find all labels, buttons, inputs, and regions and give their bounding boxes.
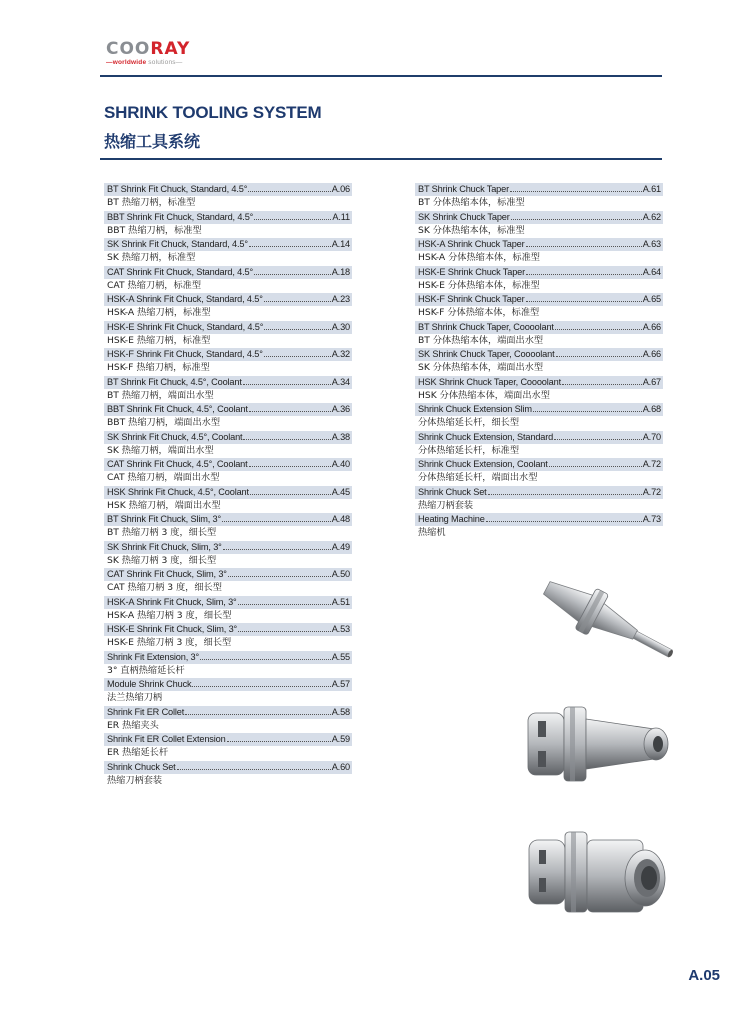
toc-entry-chinese: 热缩机 [418, 527, 446, 538]
toc-entry-title: HSK-F Shrink Fit Chuck, Standard, 4.5° [107, 349, 263, 359]
toc-entry-title: Heating Machine [418, 514, 485, 524]
toc-entry-english-row [104, 458, 352, 471]
toc-entry [104, 623, 352, 651]
toc-entry-page: A.57 [331, 679, 350, 689]
toc-entry-chinese: 热缩刀柄套装 [107, 774, 163, 786]
toc-entry-chinese: BBT 热缩刀柄，端面出水型 [107, 417, 221, 428]
toc-entry-english-row [104, 623, 352, 636]
toc-entry [415, 183, 663, 211]
toc-dot-leader [488, 494, 642, 495]
toc-entry-chinese: BBT 热缩刀柄，标准型 [107, 224, 202, 236]
toc-entry-chinese: HSK-A 热缩刀柄 3 度，细长型 [107, 609, 232, 621]
toc-entry-chinese: BT 分体热缩本体，端面出水型 [418, 334, 544, 346]
toc-entry [415, 321, 663, 349]
toc-entry [104, 513, 352, 541]
logo-tagline: —worldwide solutions— [106, 59, 183, 66]
toc-entry-english-row [104, 486, 352, 499]
toc-entry-chinese: 分体热缩延长杆，细长型 [418, 417, 520, 428]
toc-dot-leader [556, 356, 642, 357]
toc-dot-leader [486, 521, 642, 522]
toc-dot-leader [243, 439, 330, 440]
toc-entry-page: A.32 [331, 349, 350, 359]
toc-entry [104, 596, 352, 624]
toc-dot-leader [238, 604, 331, 605]
toc-entry-chinese: 分体热缩延长杆，标准型 [418, 444, 520, 456]
bt-shrink-chuck-image [528, 576, 688, 686]
toc-entry-english-row [415, 238, 663, 251]
toc-entry [104, 238, 352, 266]
toc-entry-title: HSK-A Shrink Chuck Taper [418, 239, 525, 249]
brand-logo [106, 40, 216, 70]
toc-entry-chinese: CAT 热缩刀柄，标准型 [107, 279, 202, 291]
toc-entry-english-row [104, 183, 352, 196]
toc-entry-english-row [104, 568, 352, 581]
toc-entry-english-row [415, 458, 663, 471]
toc-entry-chinese: HSK-E 热缩刀柄 3 度，细长型 [107, 637, 232, 648]
toc-entry-chinese: 热缩刀柄套装 [418, 499, 474, 511]
toc-entry-page: A.34 [331, 376, 350, 387]
toc-entry-page: A.72 [642, 486, 661, 497]
toc-entry-chinese: HSK 热缩刀柄，端面出水型 [107, 499, 221, 511]
toc-entry-english-row [415, 293, 663, 306]
toc-entry-english-row [415, 211, 663, 224]
toc-entry-page: A.55 [331, 651, 350, 662]
toc-entry-title: Shrink Chuck Set [107, 761, 176, 772]
toc-entry-chinese: SK 热缩刀柄，标准型 [107, 252, 196, 263]
toc-entry-english-row [104, 403, 352, 416]
toc-entry-page: A.66 [642, 349, 661, 359]
toc-dot-leader [249, 411, 331, 412]
toc-entry-chinese: BT 热缩刀柄 3 度，细长型 [107, 527, 217, 538]
toc-entry-title: HSK-E Shrink Fit Chuck, Standard, 4.5° [107, 321, 264, 332]
toc-entry-chinese: HSK-E 热缩刀柄，标准型 [107, 334, 211, 346]
toc-entry [104, 706, 352, 734]
page-number: A.05 [688, 967, 720, 984]
toc-entry-page: A.38 [331, 431, 350, 442]
toc-entry-title: BT Shrink Fit Chuck, 4.5°, Coolant [107, 376, 242, 387]
toc-dot-leader [192, 686, 330, 687]
toc-dot-leader [264, 301, 331, 302]
toc-entry-page: A.73 [642, 514, 661, 524]
toc-entry [415, 266, 663, 294]
toc-entry-page: A.60 [331, 761, 350, 772]
toc-entry [415, 348, 663, 376]
toc-dot-leader [248, 191, 330, 192]
toc-entry [415, 293, 663, 321]
toc-entry [104, 321, 352, 349]
toc-entry-title: SK Shrink Chuck Taper, Coooolant [418, 349, 555, 359]
toc-entry-title: HSK-A Shrink Fit Chuck, Standard, 4.5° [107, 294, 263, 304]
toc-entry-chinese: BT 热缩刀柄，标准型 [107, 197, 196, 208]
toc-entry-english-row [415, 376, 663, 389]
toc-entry-title: Shrink Fit ER Collet Extension [107, 734, 226, 744]
toc-entry-chinese: CAT 热缩刀柄 3 度，细长型 [107, 582, 222, 593]
toc-entry-title: HSK-F Shrink Chuck Taper [418, 294, 525, 304]
toc-entry-page: A.64 [642, 266, 661, 277]
toc-entry-title: CAT Shrink Fit Chuck, Standard, 4.5° [107, 266, 254, 277]
toc-dot-leader [264, 356, 331, 357]
toc-entry [415, 211, 663, 239]
toc-entry [104, 541, 352, 569]
toc-entry-title: HSK-E Shrink Fit Chuck, Slim, 3° [107, 624, 238, 634]
toc-entry-title: Module Shrink Chuck [107, 679, 192, 689]
page-title-english: SHRINK TOOLING SYSTEM [104, 103, 322, 122]
toc-entry-title: Shrink Chuck Extension, Standard [418, 431, 554, 442]
toc-dot-leader [222, 521, 331, 522]
toc-entry-page: A.72 [642, 459, 661, 469]
header-divider [100, 75, 662, 77]
toc-dot-leader [250, 494, 331, 495]
toc-dot-leader [264, 329, 330, 330]
toc-entry-english-row [104, 431, 352, 444]
toc-dot-leader [177, 769, 331, 770]
toc-entry-chinese: ER 热缩延长杆 [107, 747, 169, 758]
toc-entry-english-row [104, 238, 352, 251]
toc-entry-page: A.58 [331, 706, 350, 717]
toc-entry-title: BT Shrink Chuck Taper, Coooolant [418, 321, 554, 332]
toc-entry-page: A.30 [331, 321, 350, 332]
toc-entry-english-row [104, 293, 352, 306]
toc-entry-page: A.49 [331, 541, 350, 552]
toc-dot-leader [510, 191, 642, 192]
toc-dot-leader [526, 301, 642, 302]
toc-entry-english-row [104, 761, 352, 774]
title-divider [100, 158, 662, 160]
toc-entry [415, 376, 663, 404]
toc-entry [104, 568, 352, 596]
toc-entry-title: Shrink Fit ER Collet [107, 706, 185, 717]
toc-entry [104, 651, 352, 679]
toc-entry-chinese: SK 热缩刀柄，端面出水型 [107, 444, 214, 456]
toc-entry-page: A.50 [331, 569, 350, 579]
toc-entry-english-row [104, 513, 352, 526]
toc-entry [104, 761, 352, 789]
toc-entry-english-row [415, 348, 663, 361]
toc-dot-leader [228, 576, 331, 577]
toc-left-column [104, 183, 352, 788]
toc-entry [415, 431, 663, 459]
toc-entry [415, 513, 663, 541]
toc-entry-english-row [415, 431, 663, 444]
toc-entry [104, 403, 352, 431]
toc-entry [104, 183, 352, 211]
toc-dot-leader [238, 631, 331, 632]
toc-entry-page: A.70 [642, 431, 661, 442]
toc-entry-title: SK Shrink Fit Chuck, 4.5°, Coolant [107, 431, 243, 442]
toc-entry [415, 403, 663, 431]
toc-dot-leader [185, 714, 331, 715]
toc-entry-page: A.62 [642, 211, 661, 222]
toc-entry-title: Shrink Chuck Extension, Coolant [418, 459, 548, 469]
toc-entry [104, 293, 352, 321]
toc-entry-title: HSK Shrink Fit Chuck, 4.5°, Coolant [107, 486, 249, 497]
toc-entry-title: SK Shrink Fit Chuck, Standard, 4.5° [107, 239, 248, 249]
toc-entry-page: A.59 [331, 734, 350, 744]
toc-dot-leader [223, 549, 331, 550]
toc-entry-page: A.45 [331, 486, 350, 497]
toc-entry-title: CAT Shrink Fit Chuck, Slim, 3° [107, 569, 227, 579]
toc-dot-leader [554, 439, 642, 440]
toc-entry-page: A.67 [642, 376, 661, 387]
toc-entry-title: CAT Shrink Fit Chuck, 4.5°, Coolant [107, 459, 248, 469]
toc-entry-english-row [104, 596, 352, 609]
toc-entry-title: BT Shrink Fit Chuck, Slim, 3° [107, 514, 222, 524]
toc-entry-english-row [104, 321, 352, 334]
toc-entry-page: A.48 [331, 514, 350, 524]
toc-entry-chinese: BT 热缩刀柄，端面出水型 [107, 389, 214, 401]
toc-entry-english-row [104, 376, 352, 389]
toc-entry-english-row [104, 651, 352, 664]
toc-entry [104, 733, 352, 761]
toc-entry [104, 431, 352, 459]
toc-entry-english-row [415, 513, 663, 526]
toc-entry [104, 678, 352, 706]
toc-entry-title: BBT Shrink Fit Chuck, Standard, 4.5° [107, 211, 254, 222]
toc-entry-chinese: SK 分体热缩本体，端面出水型 [418, 362, 544, 373]
toc-entry-english-row [104, 706, 352, 719]
toc-entry-chinese: 3° 直柄热缩延长杆 [107, 664, 185, 676]
toc-entry-title: SK Shrink Chuck Taper [418, 211, 510, 222]
toc-entry-chinese: SK 分体热缩本体，标准型 [418, 224, 525, 236]
toc-entry-title: SK Shrink Fit Chuck, Slim, 3° [107, 541, 222, 552]
toc-entry-page: A.63 [642, 239, 661, 249]
toc-entry-title: HSK-E Shrink Chuck Taper [418, 266, 526, 277]
toc-dot-leader [562, 384, 642, 385]
toc-entry-english-row [104, 211, 352, 224]
toc-entry-page: A.06 [331, 184, 350, 194]
toc-entry-page: A.36 [331, 404, 350, 414]
toc-entry-page: A.68 [642, 404, 661, 414]
toc-dot-leader [254, 219, 331, 220]
toc-entry-page: A.23 [331, 294, 350, 304]
toc-entry [415, 238, 663, 266]
toc-entry-title: HSK-A Shrink Fit Chuck, Slim, 3° [107, 596, 237, 607]
toc-entry-english-row [415, 486, 663, 499]
toc-entry-english-row [415, 183, 663, 196]
toc-dot-leader [249, 466, 331, 467]
toc-entry-chinese: HSK-F 分体热缩本体，标准型 [418, 307, 540, 318]
toc-entry-title: BT Shrink Fit Chuck, Standard, 4.5° [107, 184, 248, 194]
toc-entry-chinese: HSK-F 热缩刀柄，标准型 [107, 362, 210, 373]
toc-entry-title: BT Shrink Chuck Taper [418, 184, 509, 194]
toc-entry-page: A.61 [642, 184, 661, 194]
toc-entry-chinese: 分体热缩延长杆，端面出水型 [418, 472, 538, 483]
toc-entry-page: A.11 [332, 211, 350, 222]
toc-entry [104, 458, 352, 486]
toc-entry-chinese: CAT 热缩刀柄，端面出水型 [107, 472, 220, 483]
toc-dot-leader [526, 274, 642, 275]
toc-entry-english-row [104, 733, 352, 746]
toc-entry-english-row [104, 678, 352, 691]
toc-entry-page: A.51 [331, 596, 350, 607]
toc-dot-leader [243, 384, 331, 385]
toc-entry [104, 266, 352, 294]
toc-dot-leader [254, 274, 331, 275]
toc-entry [104, 211, 352, 239]
toc-dot-leader [526, 246, 642, 247]
toc-entry-title: Shrink Chuck Extension Slim [418, 404, 532, 414]
toc-entry-page: A.65 [642, 294, 661, 304]
toc-entry-page: A.14 [331, 239, 350, 249]
toc-entry-chinese: HSK-A 分体热缩本体，标准型 [418, 252, 540, 263]
toc-entry-chinese: SK 热缩刀柄 3 度，细长型 [107, 554, 217, 566]
toc-entry-title: Shrink Chuck Set [418, 486, 487, 497]
toc-entry [104, 376, 352, 404]
toc-entry-title: BBT Shrink Fit Chuck, 4.5°, Coolant [107, 404, 248, 414]
toc-entry-page: A.40 [331, 459, 350, 469]
toc-entry-title: HSK Shrink Chuck Taper, Coooolant [418, 376, 561, 387]
toc-dot-leader [200, 659, 331, 660]
toc-entry-title: Shrink Fit Extension, 3° [107, 651, 199, 662]
toc-entry-page: A.53 [331, 624, 350, 634]
toc-entry [104, 486, 352, 514]
toc-entry-chinese: ER 热缩夹头 [107, 719, 159, 731]
toc-entry-chinese: 法兰热缩刀柄 [107, 692, 163, 703]
toc-entry-page: A.66 [642, 321, 661, 332]
toc-entry [415, 458, 663, 486]
hsk-shrink-chuck-image [524, 697, 684, 797]
toc-right-column [415, 183, 663, 541]
toc-entry-chinese: HSK-A 热缩刀柄，标准型 [107, 307, 211, 318]
logo-wordmark: COORAY [106, 39, 191, 59]
toc-entry-english-row [415, 321, 663, 334]
toc-dot-leader [227, 741, 331, 742]
toc-entry-english-row [104, 348, 352, 361]
toc-entry-english-row [104, 266, 352, 279]
toc-entry [104, 348, 352, 376]
toc-entry-english-row [415, 266, 663, 279]
toc-dot-leader [249, 246, 331, 247]
toc-entry-english-row [104, 541, 352, 554]
page-title-chinese: 热缩工具系统 [104, 132, 201, 151]
hsk-shrink-taper-image [525, 818, 675, 933]
toc-entry [415, 486, 663, 514]
toc-entry-page: A.18 [331, 266, 350, 277]
toc-dot-leader [555, 329, 642, 330]
toc-entry-english-row [415, 403, 663, 416]
toc-entry-chinese: HSK 分体热缩本体，端面出水型 [418, 389, 550, 401]
toc-entry-chinese: BT 分体热缩本体，标准型 [418, 197, 525, 208]
toc-dot-leader [549, 466, 642, 467]
toc-dot-leader [533, 411, 642, 412]
toc-entry-chinese: HSK-E 分体热缩本体，标准型 [418, 279, 540, 291]
toc-dot-leader [511, 219, 642, 220]
